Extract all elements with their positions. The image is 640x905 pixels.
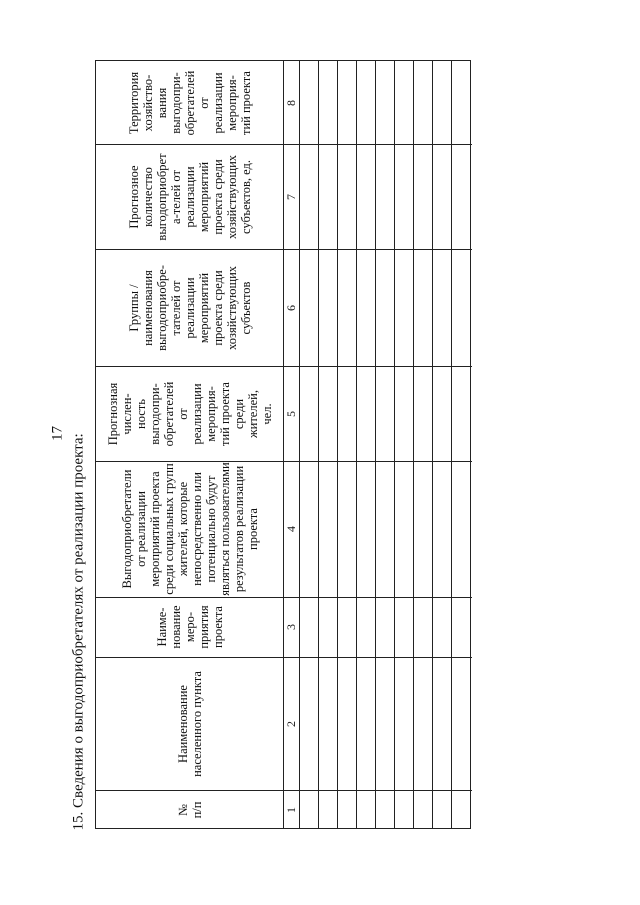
header-text: Выгодоприобретатели от реализации мероприятий проекта среди социальных групп жителей, которые непосредственно или потенциально будут являться пользователями результатов реализации проекта xyxy=(119,462,260,596)
column-number-cell xyxy=(283,790,299,830)
header-cell xyxy=(96,249,283,366)
column-number: 1 xyxy=(284,807,298,813)
header-cell xyxy=(96,597,283,657)
column-number: 2 xyxy=(284,720,298,727)
header-text: Наиме- нование меро- приятия проекта xyxy=(154,605,225,649)
header-cell xyxy=(96,144,283,249)
column-number: 7 xyxy=(284,193,298,200)
header-text: Прогнозная числен- ность выгодопри- обретателей от реализации мероприя- тий проекта среди жителей, чел. xyxy=(105,381,274,446)
header-text: № п/п xyxy=(175,801,204,819)
column-number: 5 xyxy=(284,410,298,417)
column-number-cell xyxy=(283,461,299,597)
column-number-cell xyxy=(283,144,299,249)
header-cell xyxy=(96,790,283,830)
section-heading-wrapper xyxy=(68,432,90,830)
header-text: Прогнозное количество выгодоприобрет а-телей от реализации мероприятий проекта среди хозяйствующих субъектов, ед. xyxy=(126,152,253,241)
row-divider xyxy=(337,61,338,828)
column-number-cell xyxy=(283,61,299,144)
column-number-cell xyxy=(283,366,299,461)
column-number-cell xyxy=(283,597,299,657)
header-text: Группы / наименования выгодоприобре- тателей от реализации мероприятий проекта среди хозяйствующих субъектов xyxy=(126,264,253,351)
row-divider xyxy=(375,61,376,828)
row-divider xyxy=(356,61,357,828)
header-text: Наименование населенного пункта xyxy=(175,670,204,777)
row-divider xyxy=(394,61,395,828)
column-number: 8 xyxy=(284,99,298,106)
header-cell xyxy=(96,461,283,597)
header-text: Территория хозяйство- вания выгодопри- обретателей от реализации мероприя- тий проекта xyxy=(126,70,253,135)
header-cell xyxy=(96,657,283,790)
column-number: 3 xyxy=(284,624,298,630)
column-number-divider xyxy=(299,61,300,828)
row-divider xyxy=(413,61,414,828)
page-number: 17 xyxy=(49,426,66,441)
column-number-cell xyxy=(283,249,299,366)
row-divider xyxy=(451,61,452,828)
column-number: 6 xyxy=(284,304,298,311)
header-cell xyxy=(96,366,283,461)
column-number: 4 xyxy=(284,526,298,532)
header-cell xyxy=(96,61,283,144)
column-number-cell xyxy=(283,657,299,790)
section-heading: 15. Сведения о выгодоприобретателях от реализации проекта: xyxy=(70,432,87,830)
row-divider xyxy=(318,61,319,828)
row-divider xyxy=(432,61,433,828)
beneficiaries-table xyxy=(95,60,471,829)
